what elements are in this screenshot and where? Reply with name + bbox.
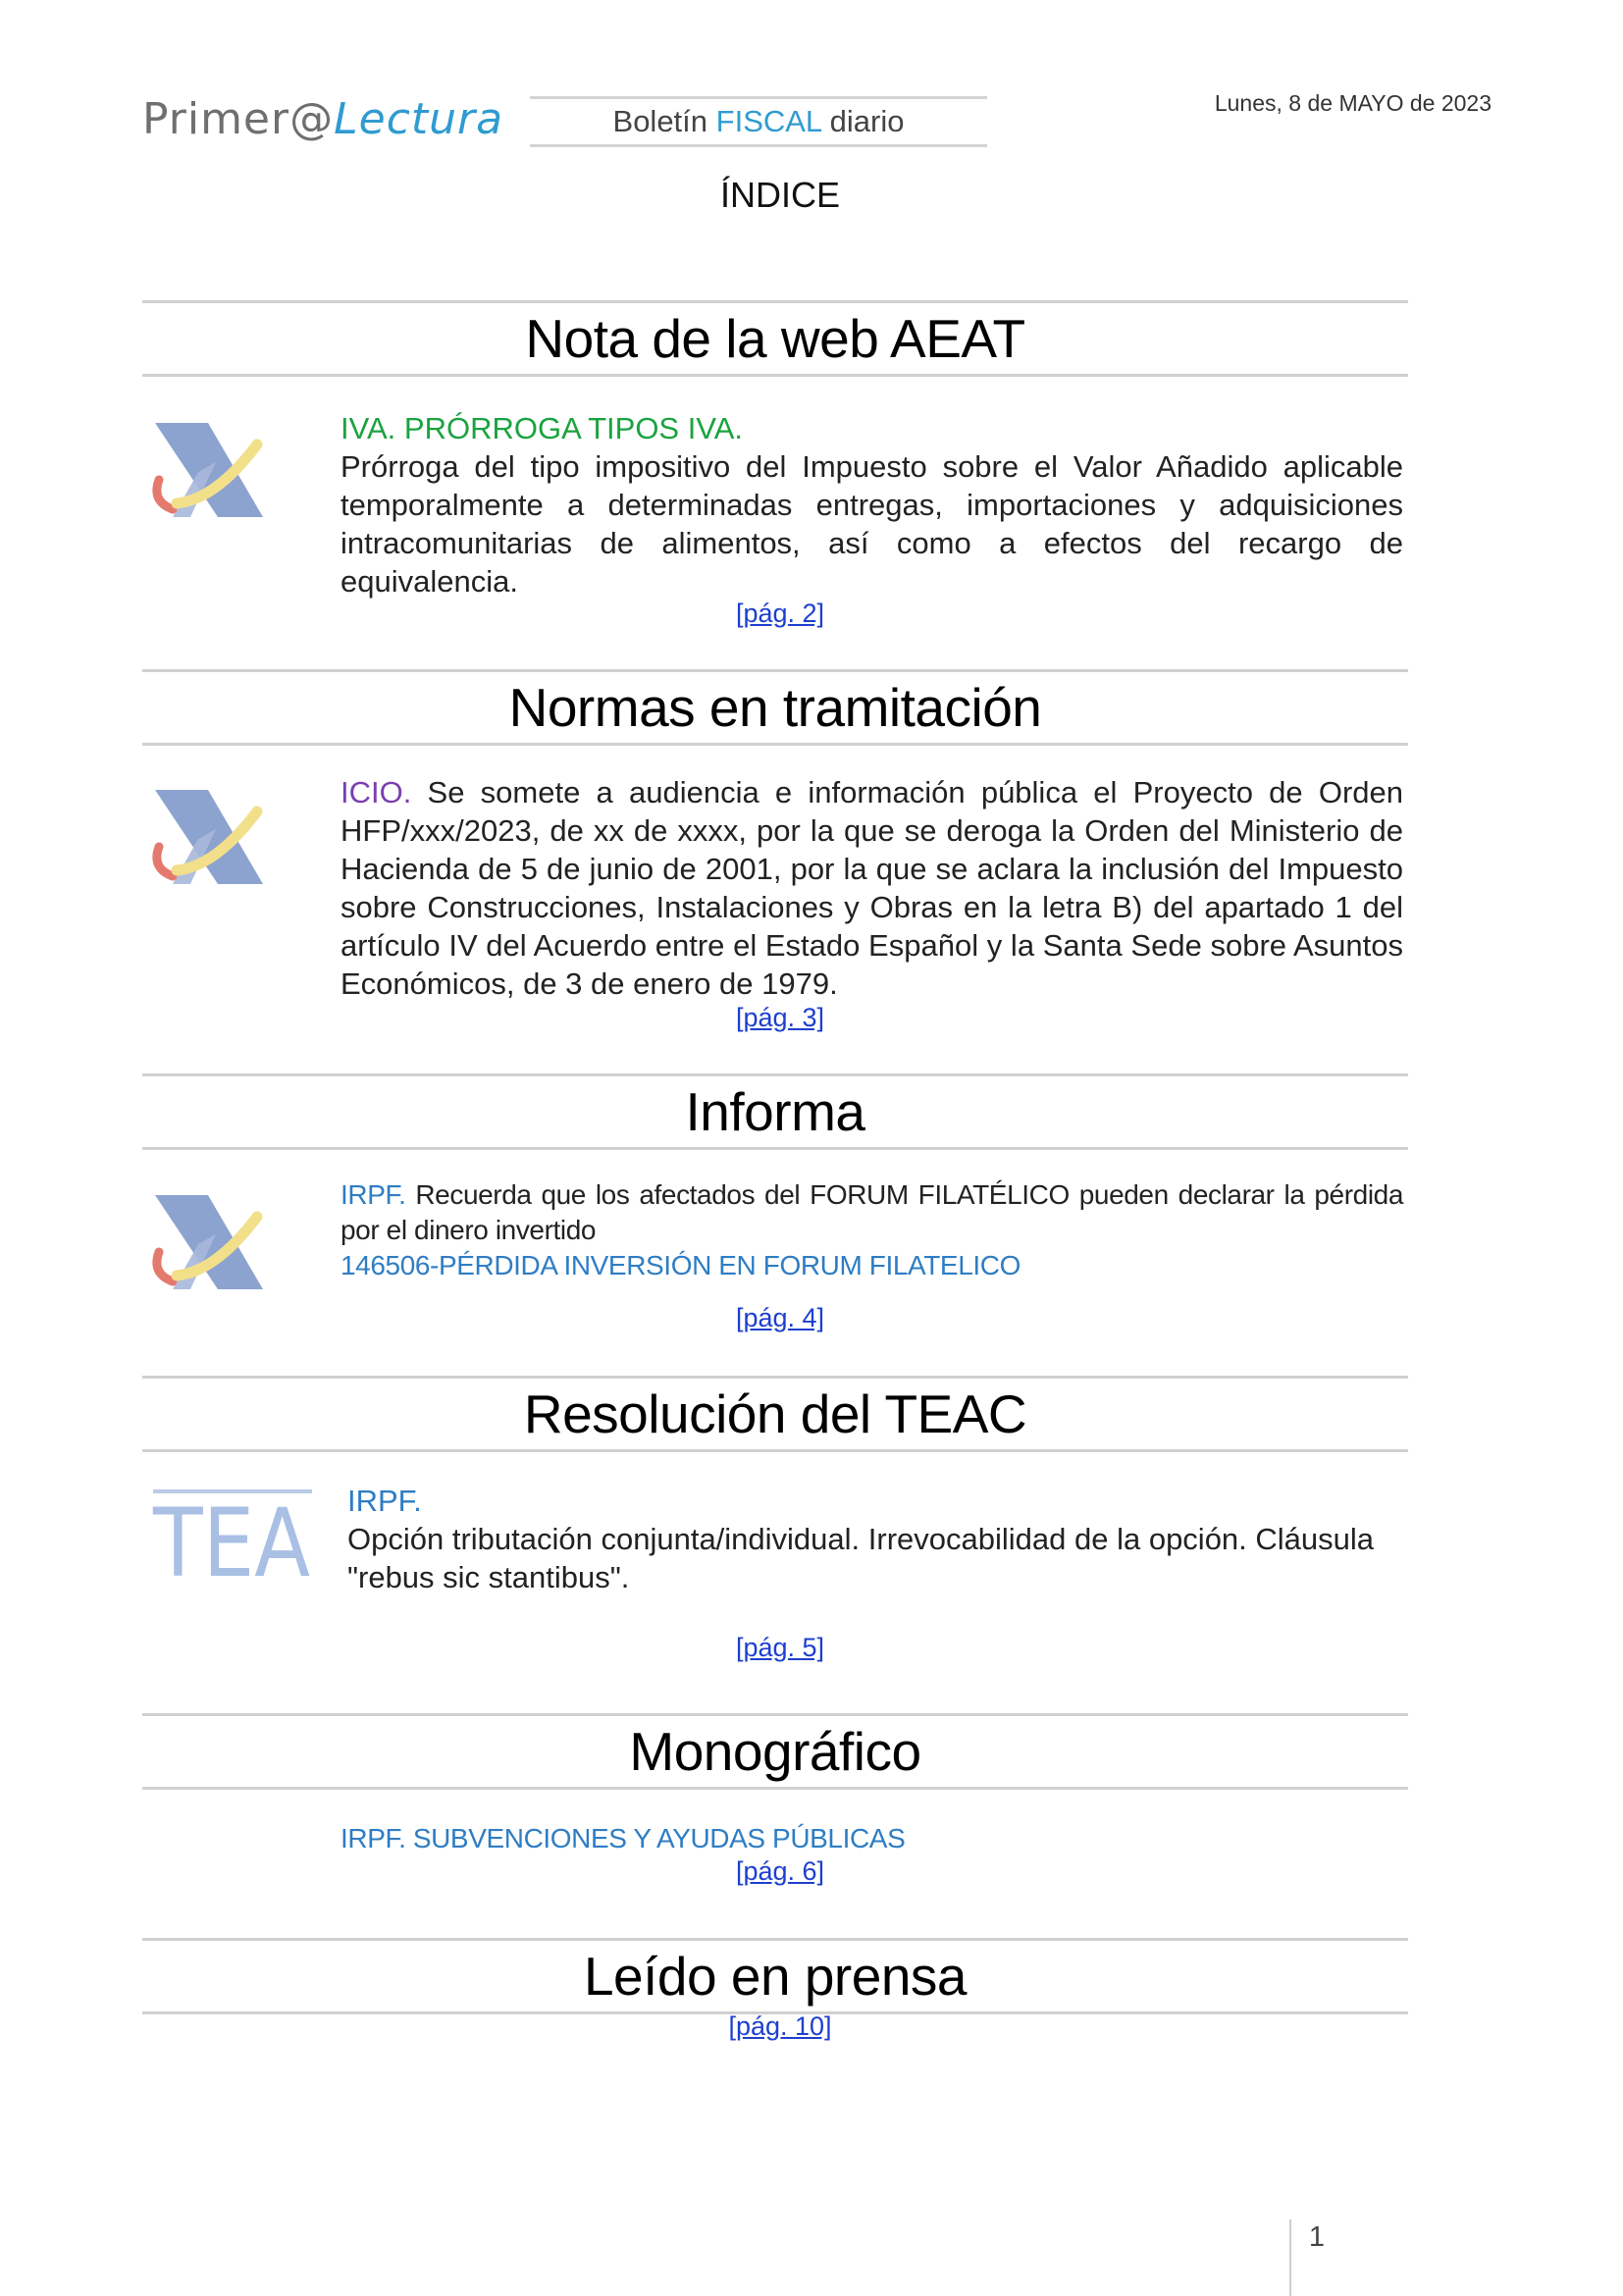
section-title-leido-prensa: Leído en prensa <box>142 1938 1408 2014</box>
section-3-content <box>340 1177 1403 1283</box>
bulletin-pre: Boletín <box>612 104 716 138</box>
section-2-label: ICIO. <box>340 775 412 809</box>
section-1-label: IVA. PRÓRROGA TIPOS IVA. <box>340 411 743 445</box>
section-4-content <box>347 1482 1403 1596</box>
section-2-content <box>340 773 1403 1003</box>
brand-part-2: Lectura <box>334 94 504 144</box>
page-link-10[interactable]: [pág. 10] <box>728 2011 832 2041</box>
issue-date: Lunes, 8 de MAYO de 2023 <box>1214 90 1492 116</box>
tea-logo-icon <box>149 1482 316 1598</box>
bulletin-highlight: FISCAL <box>715 104 822 138</box>
page-link-2[interactable]: [pág. 2] <box>735 599 825 628</box>
section-1-content <box>340 409 1403 600</box>
brand-logo <box>142 94 503 144</box>
aeat-logo-icon <box>147 1187 265 1295</box>
section-title-normas-tramitacion: Normas en tramitación <box>142 669 1408 746</box>
page-link-3[interactable]: [pág. 3] <box>735 1003 825 1032</box>
index-title: ÍNDICE <box>719 175 840 215</box>
page-number: 1 <box>1308 2221 1326 2253</box>
page-number-divider <box>1289 2219 1291 2296</box>
section-3-body: Recuerda que los afectados del FORUM FILATÉLICO pueden declarar la pérdida por el dinero invertido <box>340 1179 1403 1245</box>
page-link-5[interactable]: [pág. 5] <box>735 1633 825 1662</box>
monografico-topic-link[interactable]: IRPF. SUBVENCIONES Y AYUDAS PÚBLICAS <box>340 1823 906 1853</box>
bulletin-title <box>530 96 987 147</box>
page-link-4[interactable]: [pág. 4] <box>735 1303 825 1332</box>
brand-part-1: Primer@ <box>142 94 335 144</box>
section-2-body: Se somete a audiencia e información pública el Proyecto de Orden HFP/xxx/2023, de xx de xxxx, por la que se deroga la Orden del Ministerio de Hacienda de 5 de junio de 2001, por la que se aclara la inclusión del Impuesto sobre Construcciones, Instalaciones y Obras en la letra B) del apartado 1 del artículo IV del Acuerdo entre el Estado Español y la Santa Sede sobre Asuntos Económicos, de 3 de enero de 1979. <box>340 775 1403 1001</box>
aeat-logo-icon <box>147 782 265 890</box>
bulletin-post: diario <box>821 104 905 138</box>
section-title-informa: Informa <box>142 1073 1408 1150</box>
section-3-label: IRPF. <box>340 1179 406 1210</box>
section-title-monografico: Monográfico <box>142 1713 1408 1790</box>
tea-logo-text: TEA <box>152 1488 310 1598</box>
section-title-teac: Resolución del TEAC <box>142 1376 1408 1452</box>
section-title-nota-aeat: Nota de la web AEAT <box>142 300 1408 377</box>
section-4-body: Opción tributación conjunta/individual. Irrevocabilidad de la opción. Cláusula "rebus sic stantibus". <box>347 1522 1375 1594</box>
aeat-logo-icon <box>147 415 265 523</box>
forum-filatelico-link[interactable]: 146506-PÉRDIDA INVERSIÓN EN FORUM FILATELICO <box>340 1250 1021 1280</box>
page-link-6[interactable]: [pág. 6] <box>735 1856 825 1886</box>
section-4-label: IRPF. <box>347 1484 422 1518</box>
section-1-body: Prórroga del tipo impositivo del Impuesto sobre el Valor Añadido aplicable temporalmente a determinadas entregas, importaciones y adquisiciones intracomunitarias de alimentos, así como a efectos del recargo de equivalencia. <box>340 449 1403 599</box>
